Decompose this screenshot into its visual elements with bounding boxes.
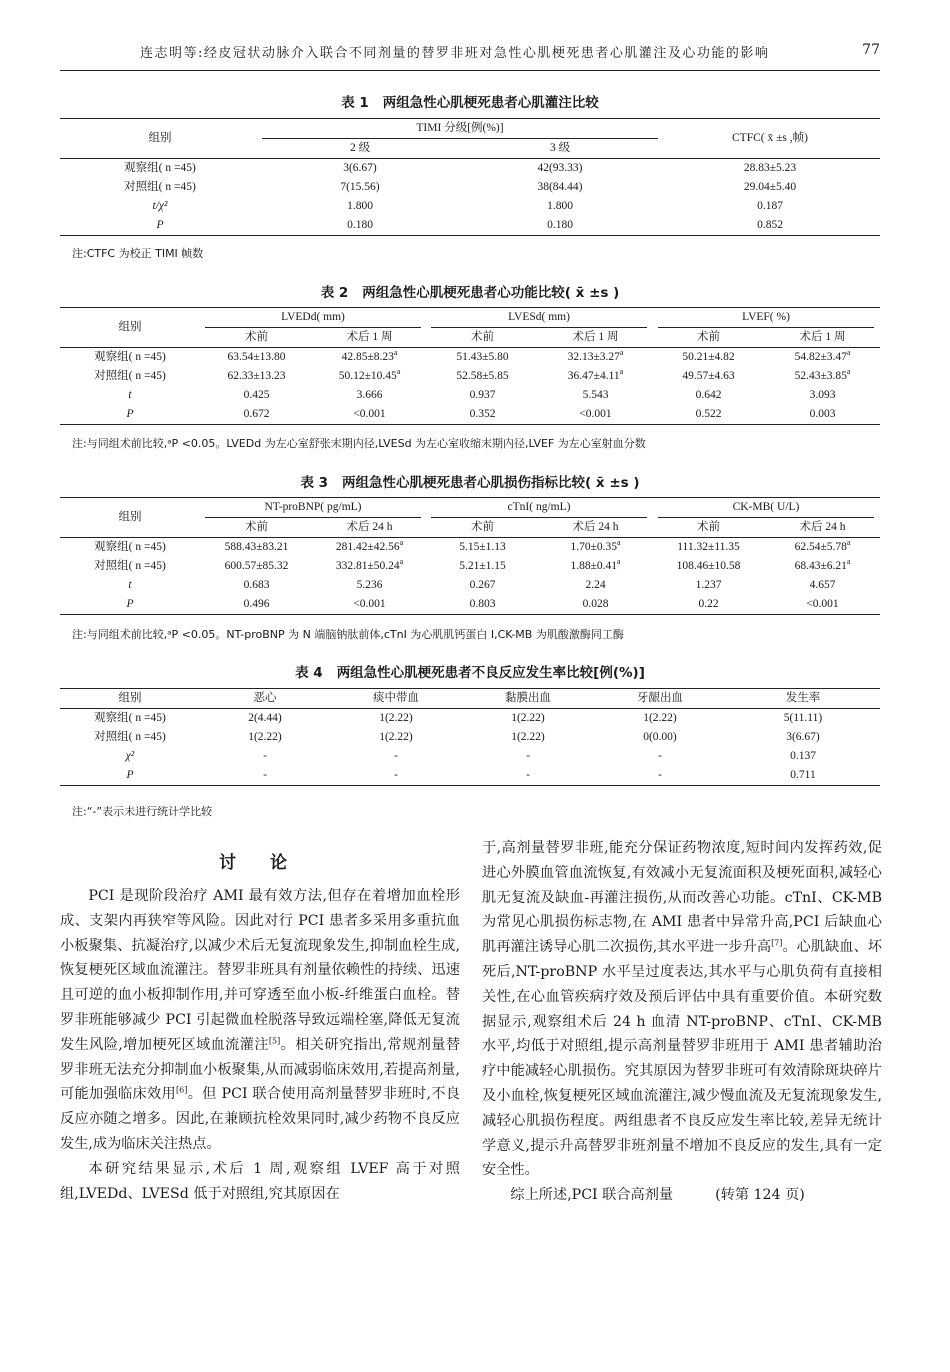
table1 — [60, 118, 880, 236]
table-row: 观察组( n =45) 2(4.44) 1(2.22) 1(2.22) 1(2.22) 5(11.11) — [94, 712, 823, 724]
table-row: P 0.672 <0.001 0.352 <0.001 0.522 0.003 — [60, 405, 880, 425]
table-row: t 0.425 3.666 0.937 5.543 0.642 3.093 — [128, 389, 836, 401]
table-row: 观察组( n =45) 588.43±83.21 281.42±42.56$^a$ 5.15±1.13 1.70±0.35$^a$ 111.32±11.35 62.54±5.78$^a$ — [94, 538, 851, 553]
table1-note: 注:CTFC 为校正 TIMI 帧数 — [72, 247, 204, 260]
table2-note: 注:与同组术前比较,ᵃP <0.05。LVEDd 为左心室舒张末期内径,LVESd 为左心室收缩末期内径,LVEF 为左心室射血分数 — [72, 437, 646, 450]
table4-number: 表 4 — [295, 665, 323, 681]
table2-caption — [60, 281, 880, 301]
table4-title: 两组急性心肌梗死患者不良反应发生率比较[例(%)] — [336, 665, 645, 681]
citation: [5] — [268, 1036, 281, 1046]
paragraph: 综上所述,PCI 联合高剂量 (转第 124 页) — [510, 1187, 805, 1204]
table1-number: 表 1 — [341, 95, 369, 111]
table1-caption — [60, 91, 880, 111]
continued-note: (转第 124 页) — [715, 1187, 805, 1204]
running-title: 连志明等:经皮冠状动脉介入联合不同剂量的替罗非班对急性心肌梗死患者心肌灌注及心功能的影响 — [140, 46, 770, 61]
table-row: t/χ² 1.800 1.800 0.187 — [152, 200, 783, 212]
table4: 组别 恶心 痰中带血 黏膜出血 牙龈出血 发生率 观察组( n =45) 2(4.44) 1(2.22) 1(2.22) 1(2.22) 5(11.11) 对照组( n =45) 1(2.22) 1(2.22) 1(2.22) 0(0.00) 3(6.67) χ² - - - - 0.137 P - - - - 0.711 — [60, 688, 880, 786]
table3-number: 表 3 — [300, 475, 329, 491]
table-row: 观察组( n =45) 3(6.67) 42(93.33) 28.83±5.23 — [124, 162, 797, 174]
table3-caption — [60, 471, 880, 491]
t2-group-header: 组别 — [60, 308, 200, 348]
table2-title: 两组急性心肌梗死患者心功能比较( x̄ ±s ) — [362, 285, 620, 301]
table3-note: 注:与同组术前比较,ᵃP <0.05。NT-proBNP 为 N 端脑钠肽前体,cTnI 为心肌肌钙蛋白 I,CK-MB 为肌酸激酶同工酶 — [72, 628, 624, 641]
table-row: 对照组( n =45) 62.33±13.23 50.12±10.45$^a$ 52.58±5.85 36.47±4.11$^a$ 49.57±4.63 52.43±3.85$^a$ — [94, 367, 851, 382]
table4-body — [60, 709, 880, 786]
table-row: 对照组( n =45) 7(15.56) 38(84.44) 29.04±5.40 — [124, 181, 797, 193]
table1-title: 两组急性心肌梗死患者心肌灌注比较 — [382, 95, 599, 111]
table-row: P 0.496 <0.001 0.803 0.028 0.22 <0.001 — [60, 595, 880, 615]
t2-group-lvesd: LVESd( mm) — [431, 308, 647, 328]
running-header — [60, 40, 880, 71]
t2-group-lvef: LVEF( %) — [658, 308, 874, 328]
table2: 组别 LVEDd( mm) LVESd( mm) LVEF( %) 术前 术后 1 周 术前 术后 1 周 术前 术后 1 周 观察组( n =45) 63.54±13.80 42.85±8.23$^a$ 51.43±5.80 32.13±3.27$^a$ 50.21±4.82 54.82±3.47$^a$ 对照组( n =45) 62.33±13.23 50.12±10.45$^a$ 52.58±5.85 36.47±4.11$^a$ 49.57±4.63 52.43±3.85$^a$ t 0.425 3.666 0.937 5.543 0.642 3.093 P 0.672 <0.001 0.352 <0.001 0.522 0.003 — [60, 307, 880, 425]
table4-caption — [60, 661, 880, 681]
table3-title: 两组急性心肌梗死患者心肌损伤指标比较( x̄ ±s ) — [342, 475, 640, 491]
right-column — [482, 836, 882, 1208]
t3-group-ctni: cTnI( ng/mL) — [431, 498, 647, 518]
paragraph: 于,高剂量替罗非班,能充分保证药物浓度,短时间内发挥药效,促进心外膜血管血流恢复,有效减小无复流面积及梗死面积,减轻心肌无复流及缺血-再灌注损伤,从而改善心功能。cTnI、CK-MB 为常见心肌损伤标志物,在 AMI 患者中异常升高,PCI 后缺血心肌再灌注诱导心肌二次损伤,其水平进一步升高[7]。心肌缺血、坏死后,NT-proBNP 水平呈过度表达,其水平与心肌负荷有直接相关性,在心血管疾病疗效及预后评估中具有重要价值。本研究数据显示,观察组术后 24 h 血清 NT-proBNP、cTnI、CK-MB 水平,均低于对照组,提示高剂量替罗非班用于 AMI 患者辅助治疗中能减轻心肌损伤。究其原因为替罗非班可有效清除斑块碎片及小血栓,恢复梗死区域血流灌注,减少慢血流及无复流现象发生,减轻心肌损伤程度。两组患者不良反应发生率比较,差异无统计学意义,提示升高替罗非班剂量不增加不良反应的发生,具有一定安全性。 — [482, 840, 882, 1179]
t1-grade3: 3 级 — [460, 139, 660, 159]
table-row: t 0.683 5.236 0.267 2.24 1.237 4.657 — [128, 579, 836, 591]
page-number: 77 — [862, 42, 880, 58]
table3: 组别 NT-proBNP( pg/mL) cTnI( ng/mL) CK-MB( U/L) 术前 术后 24 h 术前 术后 24 h 术前 术后 24 h 观察组( n =45) 588.43±83.21 281.42±42.56$^a$ 5.15±1.13 1.70±0.35$^a$ 111.32±11.35 62.54±5.78$^a$ 对照组( n =45) 600.57±85.32 332.81±50.24$^a$ 5.21±1.15 1.88±0.41$^a$ 108.46±10.58 68.43±6.21$^a$ t 0.683 5.236 0.267 2.24 1.237 4.657 P 0.496 <0.001 0.803 0.028 0.22 <0.001 — [60, 497, 880, 615]
t2-group-lvedd: LVEDd( mm) — [205, 308, 421, 328]
t1-grade2: 2 级 — [260, 139, 460, 159]
table-row: P - - - - 0.711 — [60, 766, 880, 786]
table-row: 对照组( n =45) 600.57±85.32 332.81±50.24$^a$ 5.21±1.15 1.88±0.41$^a$ 108.46±10.58 68.43±6.21$^a$ — [94, 557, 851, 572]
t1-ctfc-header: CTFC( x̄ ±s ,帧) — [660, 119, 880, 159]
table4-note: 注:“-”表示未进行统计学比较 — [72, 805, 213, 818]
t3-group-ntprobnp: NT-proBNP( pg/mL) — [205, 498, 421, 518]
citation: [7] — [771, 938, 783, 948]
table2-number: 表 2 — [320, 285, 349, 301]
table2-body — [60, 348, 880, 425]
t3-group-ckmb: CK-MB( U/L) — [658, 498, 874, 518]
citation: [6] — [176, 1085, 188, 1095]
table-row: 对照组( n =45) 1(2.22) 1(2.22) 1(2.22) 0(0.00) 3(6.67) — [94, 731, 820, 743]
table3-body — [60, 538, 880, 615]
t1-group-header: 组别 — [60, 119, 260, 159]
table-row: χ² - - - - 0.137 — [125, 750, 816, 762]
t1-timi-header: TIMI 分级[例(%)] — [262, 119, 658, 139]
t3-group-header: 组别 — [60, 498, 200, 538]
paragraph: PCI 是现阶段治疗 AMI 最有效方法,但存在着增加血栓形成、支架内再狭窄等风险。因此对行 PCI 患者多采用多重抗血小板聚集、抗凝治疗,以减少术后无复流现象发生,抑制血栓生成,恢复梗死区域血流灌注。替罗非班具有剂量依赖性的持续、迅速且可逆的血小板抑制作用,并可穿透至血小板-纤维蛋白血栓。替罗非班能够减少 PCI 引起微血栓脱落导致远端栓塞,降低无复流发生风险,增加梗死区域血流灌注[5]。相关研究指出,常规剂量替罗非班无法充分抑制血小板聚集,从而减弱临床效用,若提高剂量,可能加强临床效用[6]。但 PCI 联合使用高剂量替罗非班时,不良反应亦随之增多。因此,在兼顾抗栓效果同时,减少药物不良反应发生,成为临床关注热点。 — [60, 888, 461, 1152]
left-column — [60, 884, 460, 1206]
paragraph: 本研究结果显示,术后 1 周,观察组 LVEF 高于对照组,LVEDd、LVESd 低于对照组,究其原因在 — [60, 1160, 460, 1202]
table-row: 观察组( n =45) 63.54±13.80 42.85±8.23$^a$ 51.43±5.80 32.13±3.27$^a$ 50.21±4.82 54.82±3.47$^a$ — [94, 348, 851, 363]
table-row: P 0.180 0.180 0.852 — [60, 216, 880, 236]
discussion-heading: 讨 论 — [219, 853, 301, 873]
